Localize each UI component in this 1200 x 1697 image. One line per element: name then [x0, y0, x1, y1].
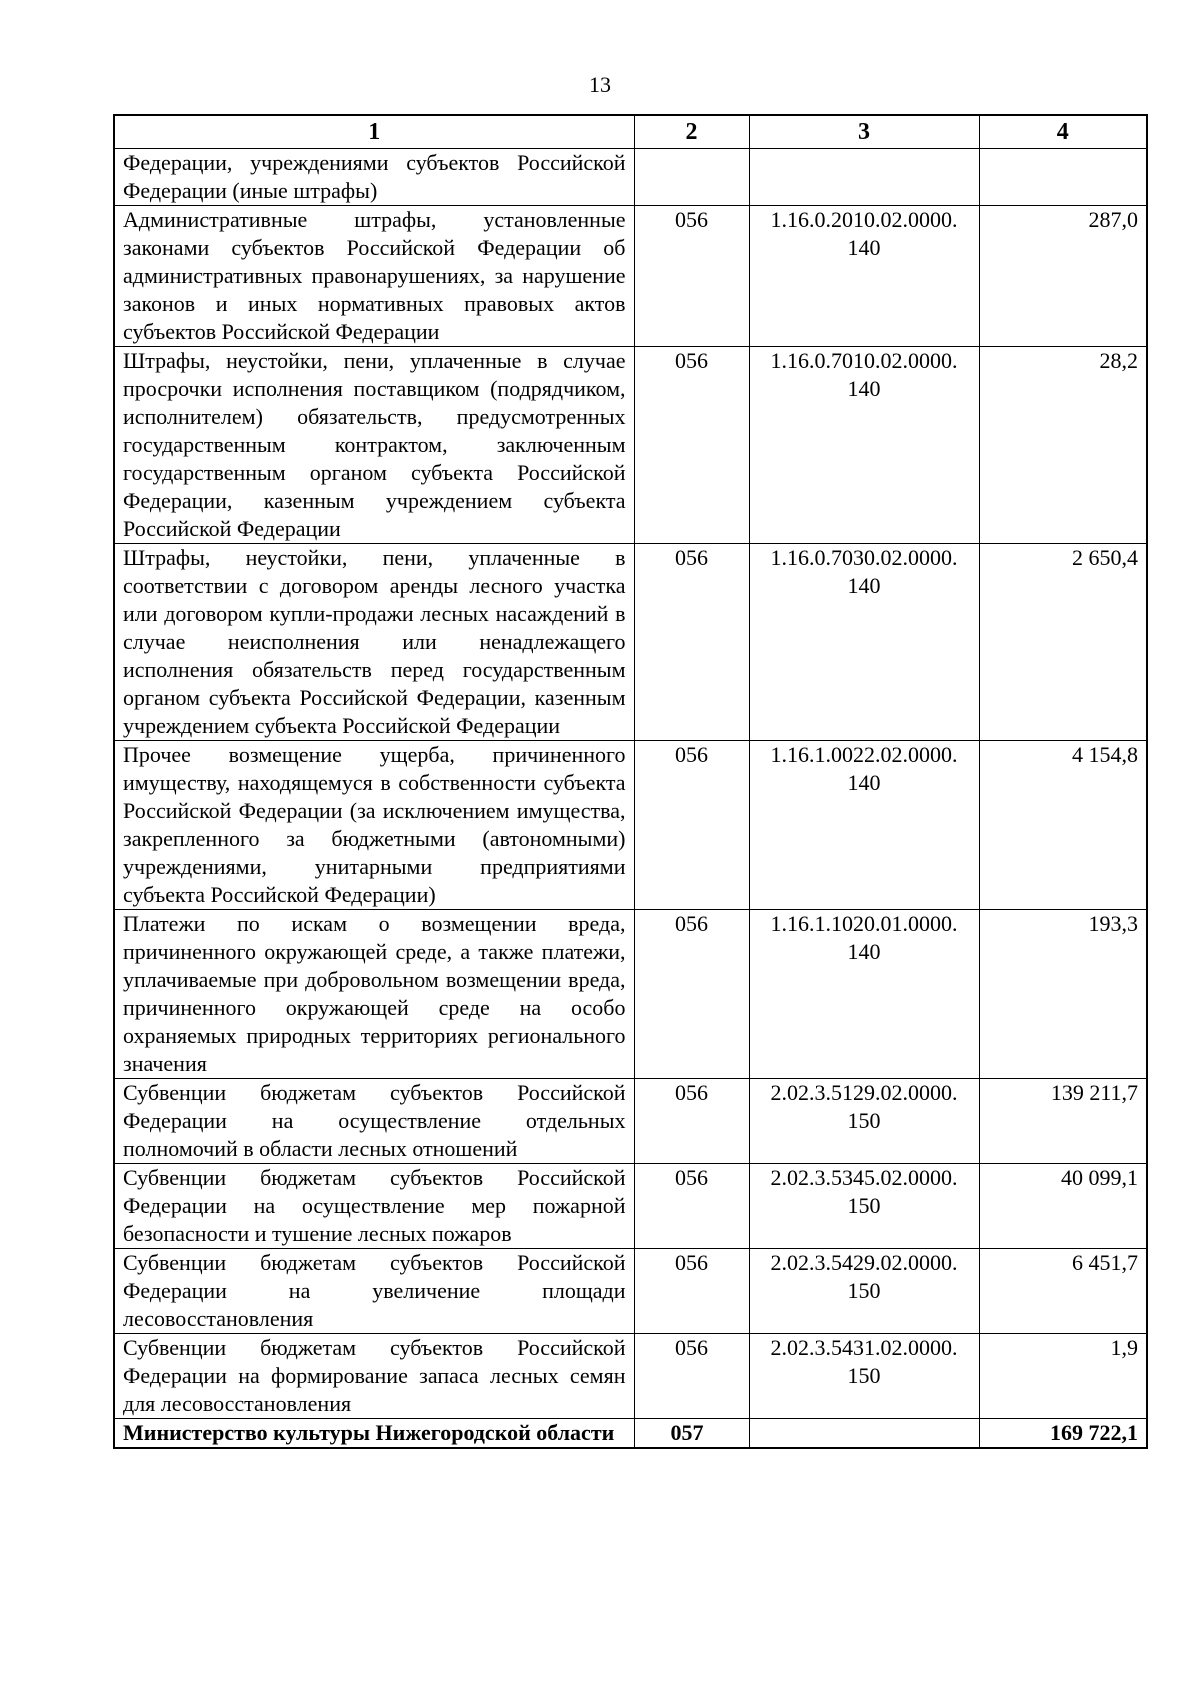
row-admin-code: 056: [634, 1334, 749, 1419]
row-admin-code: 056: [634, 544, 749, 741]
row-classification-code: 2.02.3.5431.02.0000. 150: [749, 1334, 979, 1419]
row-admin-code: 056: [634, 910, 749, 1079]
row-description: Субвенции бюджетам субъектов Российской Федерации на осуществление отдельных полномочий в области лесных отношений: [114, 1079, 634, 1164]
row-description: Субвенции бюджетам субъектов Российской Федерации на увеличение площади лесовосстановления: [114, 1249, 634, 1334]
row-admin-code: 056: [634, 741, 749, 910]
row-classification-code: 1.16.1.1020.01.0000. 140: [749, 910, 979, 1079]
row-description: Штрафы, неустойки, пени, уплаченные в случае просрочки исполнения поставщиком (подрядчиком, исполнителем) обязательств, предусмотренных государственным контрактом, заключенным государственным органом субъекта Российской Федерации, казенным учреждением субъекта Российской Федерации: [114, 347, 634, 544]
revenue-table: [113, 114, 1148, 1449]
row-amount: 193,3: [979, 910, 1147, 1079]
row-amount: 6 451,7: [979, 1249, 1147, 1334]
row-amount: 287,0: [979, 206, 1147, 347]
row-classification-code: [749, 149, 979, 206]
row-admin-code: 056: [634, 1249, 749, 1334]
row-description: Федерации, учреждениями субъектов Российской Федерации (иные штрафы): [114, 149, 634, 206]
table-row: [114, 544, 1147, 741]
column-header-amount: 4: [979, 115, 1147, 149]
row-amount: [979, 149, 1147, 206]
row-classification-code: 2.02.3.5129.02.0000. 150: [749, 1079, 979, 1164]
row-classification-code: 1.16.0.7010.02.0000. 140: [749, 347, 979, 544]
row-description: Административные штрафы, установленные законами субъектов Российской Федерации об административных правонарушениях, за нарушение законов и иных нормативных правовых актов субъектов Российской Федерации: [114, 206, 634, 347]
row-admin-code: [634, 149, 749, 206]
table-header-row: [114, 115, 1147, 149]
row-amount: 4 154,8: [979, 741, 1147, 910]
table-row: [114, 1164, 1147, 1249]
row-amount: 139 211,7: [979, 1079, 1147, 1164]
row-description: Штрафы, неустойки, пени, уплаченные в соответствии с договором аренды лесного участка или договором купли-продажи лесных насаждений в случае неисполнения или ненадлежащего исполнения обязательств перед государственным органом субъекта Российской Федерации, казенным учреждением субъекта Российской Федерации: [114, 544, 634, 741]
row-amount: 1,9: [979, 1334, 1147, 1419]
column-header-admin-code: 2: [634, 115, 749, 149]
table-row: [114, 741, 1147, 910]
table-row: [114, 1334, 1147, 1419]
row-admin-code: 056: [634, 206, 749, 347]
row-description: Прочее возмещение ущерба, причиненного имуществу, находящемуся в собственности субъекта Российской Федерации (за исключением имущества, закрепленного за бюджетными (автономными) учреждениями, унитарными предприятиями субъекта Российской Федерации): [114, 741, 634, 910]
table-row: [114, 206, 1147, 347]
row-classification-code: 1.16.0.2010.02.0000. 140: [749, 206, 979, 347]
row-classification-code: 2.02.3.5429.02.0000. 150: [749, 1249, 979, 1334]
ministry-admin-code: 057: [634, 1419, 749, 1449]
row-description: Субвенции бюджетам субъектов Российской Федерации на формирование запаса лесных семян для лесовосстановления: [114, 1334, 634, 1419]
row-classification-code: 1.16.1.0022.02.0000. 140: [749, 741, 979, 910]
table-row: [114, 1079, 1147, 1164]
row-description: Субвенции бюджетам субъектов Российской Федерации на осуществление мер пожарной безопасности и тушение лесных пожаров: [114, 1164, 634, 1249]
row-admin-code: 056: [634, 347, 749, 544]
ministry-name: Министерство культуры Нижегородской области: [114, 1419, 634, 1449]
table-row: [114, 347, 1147, 544]
table-row: [114, 1249, 1147, 1334]
ministry-total-amount: 169 722,1: [979, 1419, 1147, 1449]
ministry-classification-code: [749, 1419, 979, 1449]
row-amount: 2 650,4: [979, 544, 1147, 741]
table-row: [114, 910, 1147, 1079]
column-header-classification-code: 3: [749, 115, 979, 149]
table-row: [114, 149, 1147, 206]
row-classification-code: 2.02.3.5345.02.0000. 150: [749, 1164, 979, 1249]
row-admin-code: 056: [634, 1164, 749, 1249]
page-number: 13: [589, 72, 611, 97]
row-description: Платежи по искам о возмещении вреда, причиненного окружающей среде, а также платежи, уплачиваемые при добровольном возмещении вреда, причиненного окружающей среде на особо охраняемых природных территориях регионального значения: [114, 910, 634, 1079]
row-amount: 28,2: [979, 347, 1147, 544]
row-admin-code: 056: [634, 1079, 749, 1164]
row-classification-code: 1.16.0.7030.02.0000. 140: [749, 544, 979, 741]
column-header-description: 1: [114, 115, 634, 149]
row-amount: 40 099,1: [979, 1164, 1147, 1249]
ministry-total-row: [114, 1419, 1147, 1449]
